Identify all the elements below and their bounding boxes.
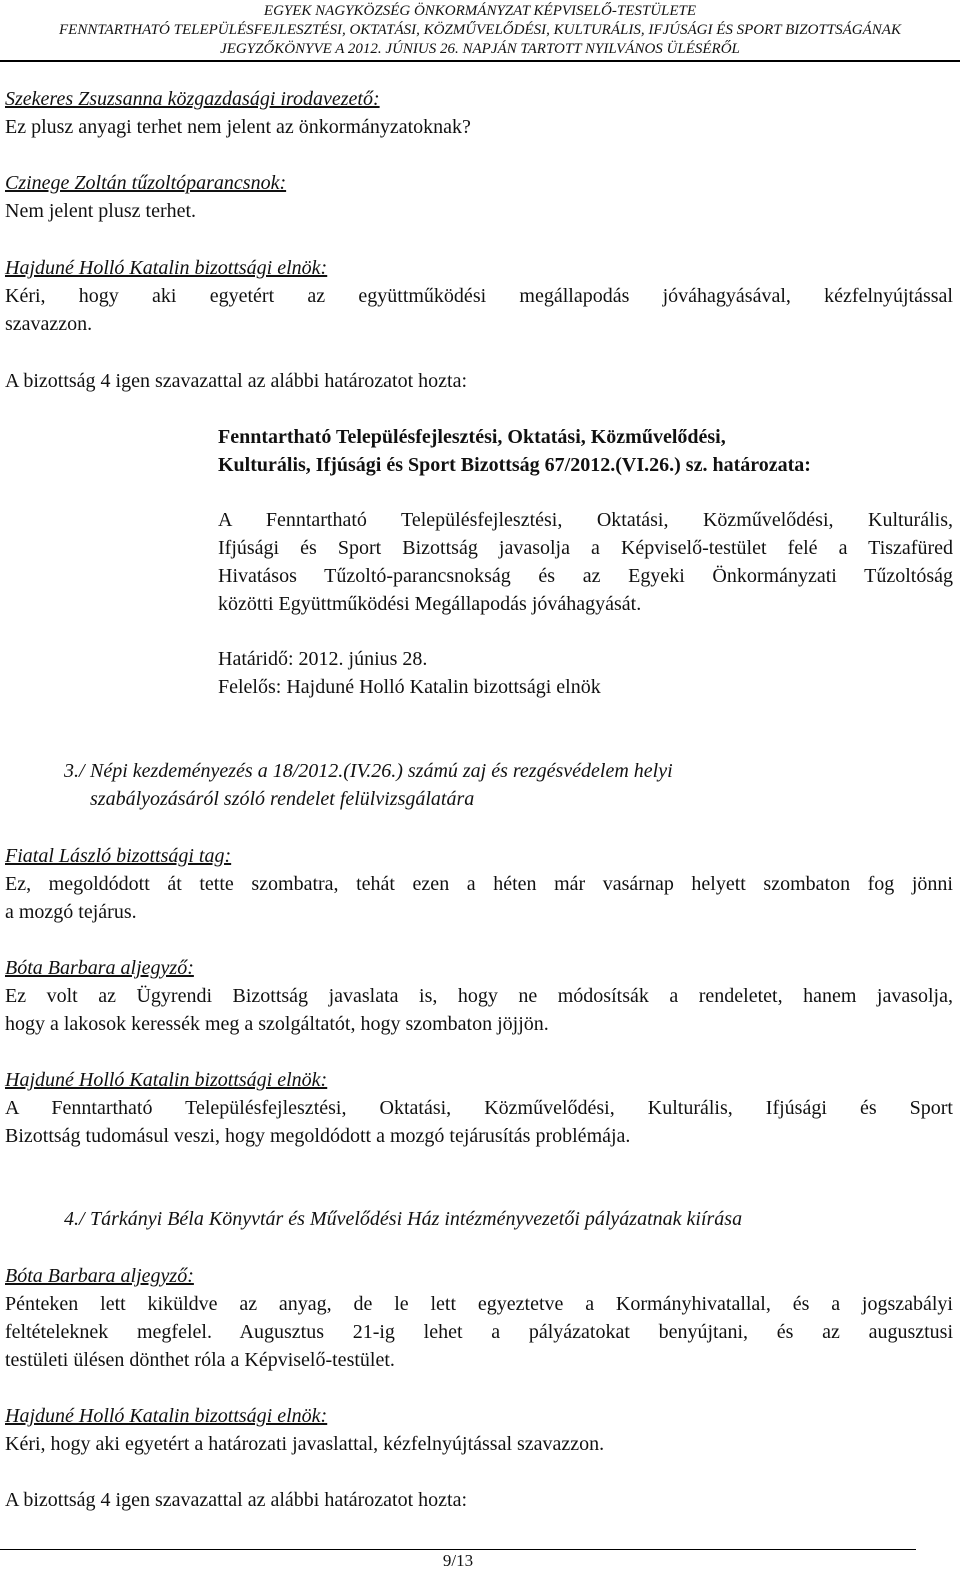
resolution-body-line: A Fenntartható Településfejlesztési, Oktatási, Közművelődési, Kulturális, xyxy=(218,509,953,531)
agenda-item-title-line: Népi kezdeményezés a 18/2012.(IV.26.) számú zaj és rezgésvédelem helyi xyxy=(90,760,673,782)
speaker-text: testületi ülésen dönthet róla a Képviselő-testület. xyxy=(5,1349,395,1371)
speaker-text: Nem jelent plusz terhet. xyxy=(5,200,197,222)
agenda-item-title: Tárkányi Béla Könyvtár és Művelődési Ház intézményvezetői pályázatnak kiírása xyxy=(90,1208,743,1230)
resolution-body xyxy=(218,506,953,618)
speaker-text: Kéri, hogy aki egyetért az együttműködési megállapodás jóváhagyásával, kézfelnyújtással xyxy=(5,285,953,307)
resolution-title-line: Fenntartható Településfejlesztési, Oktatási, Közművelődési, xyxy=(218,426,726,448)
page-header xyxy=(0,0,960,62)
page-number: 9/13 xyxy=(442,1551,474,1570)
agenda-item-number: 4./ xyxy=(64,1208,85,1230)
speaker-text: hogy a lakosok keressék meg a szolgáltatót, hogy szombaton jöjjön. xyxy=(5,1013,549,1035)
resolution-title-line: Kulturális, Ifjúsági és Sport Bizottság 67/2012.(VI.26.) sz. határozata: xyxy=(218,454,811,476)
speaker-block xyxy=(5,954,953,1038)
resolution-body-line: Hivatásos Tűzoltó-parancsnokság és az Egyeki Önkormányzati Tűzoltóság xyxy=(218,565,953,587)
speaker-text: a mozgó tejárus. xyxy=(5,901,137,923)
speaker-name: Hajduné Holló Katalin bizottsági elnök: xyxy=(5,1069,328,1091)
agenda-item-title xyxy=(90,757,950,813)
speaker-text: Ez, megoldódott át tette szombatra, tehát ezen a héten már vasárnap helyett szombaton fog jönni xyxy=(5,873,953,895)
speaker-name: Hajduné Holló Katalin bizottsági elnök: xyxy=(5,1405,328,1427)
resolution-body-line: Ifjúsági és Sport Bizottság javasolja a Képviselő-testület felé a Tiszafüred xyxy=(218,537,953,559)
speaker-name: Hajduné Holló Katalin bizottsági elnök: xyxy=(5,257,328,279)
speaker-text: Bizottság tudomásul veszi, hogy megoldódott a mozgó tejárusítás problémája. xyxy=(5,1125,631,1147)
speaker-block xyxy=(5,842,953,926)
speaker-block xyxy=(5,85,953,141)
speaker-block xyxy=(5,169,953,225)
speaker-name: Bóta Barbara aljegyző: xyxy=(5,1265,194,1287)
vote-statement: A bizottság 4 igen szavazattal az alábbi határozatot hozta: xyxy=(5,1489,468,1511)
resolution-meta xyxy=(218,645,953,701)
resolution-body-line: közötti Együttműködési Megállapodás jóváhagyását. xyxy=(218,593,642,615)
speaker-text: feltételeknek megfelel. Augusztus 21-ig lehet a pályázatokat benyújtani, és az augusztusi xyxy=(5,1321,953,1343)
speaker-text: A Fenntartható Településfejlesztési, Oktatási, Közművelődési, Kulturális, Ifjúsági és Sport xyxy=(5,1097,953,1119)
speaker-block xyxy=(5,1402,953,1458)
speaker-block xyxy=(5,1262,953,1374)
speaker-block xyxy=(5,254,953,338)
agenda-item-title-line: szabályozásáról szóló rendelet felülvizsgálatára xyxy=(90,788,475,810)
resolution-title xyxy=(218,423,953,479)
speaker-name: Bóta Barbara aljegyző: xyxy=(5,957,194,979)
speaker-name: Fiatal László bizottsági tag: xyxy=(5,845,232,867)
speaker-text: Pénteken lett kiküldve az anyag, de le lett egyeztetve a Kormányhivatallal, és a jogszabályi xyxy=(5,1293,953,1315)
vote-statement: A bizottság 4 igen szavazattal az alábbi határozatot hozta: xyxy=(5,370,468,392)
speaker-block xyxy=(5,1066,953,1150)
deadline: Határidő: 2012. június 28. xyxy=(218,648,428,670)
header-line-2: FENNTARTHATÓ TELEPÜLÉSFEJLESZTÉSI, OKTATÁSI, KÖZMŰVELŐDÉSI, KULTURÁLIS, IFJÚSÁGI ÉS SPORT BIZOTTSÁGÁNAK xyxy=(59,22,901,38)
speaker-text: Ez plusz anyagi terhet nem jelent az önkormányzatoknak? xyxy=(5,116,471,138)
speaker-text: szavazzon. xyxy=(5,313,93,335)
speaker-text: Kéri, hogy aki egyetért a határozati javaslattal, kézfelnyújtással szavazzon. xyxy=(5,1433,605,1455)
agenda-item-number: 3./ xyxy=(64,760,85,782)
speaker-name: Szekeres Zsuzsanna közgazdasági irodavezető: xyxy=(5,88,380,110)
responsible: Felelős: Hajduné Holló Katalin bizottsági elnök xyxy=(218,676,601,698)
speaker-name: Czinege Zoltán tűzoltóparancsnok: xyxy=(5,172,287,194)
speaker-text: Ez volt az Ügyrendi Bizottság javaslata is, hogy ne módosítsák a rendeletet, hanem javasolja, xyxy=(5,985,953,1007)
header-line-1: EGYEK NAGYKÖZSÉG ÖNKORMÁNYZAT KÉPVISELŐ-TESTÜLETE xyxy=(263,3,697,19)
header-line-3: JEGYZŐKÖNYVE A 2012. JÚNIUS 26. NAPJÁN TARTOTT NYILVÁNOS ÜLÉSÉRŐL xyxy=(220,41,740,57)
